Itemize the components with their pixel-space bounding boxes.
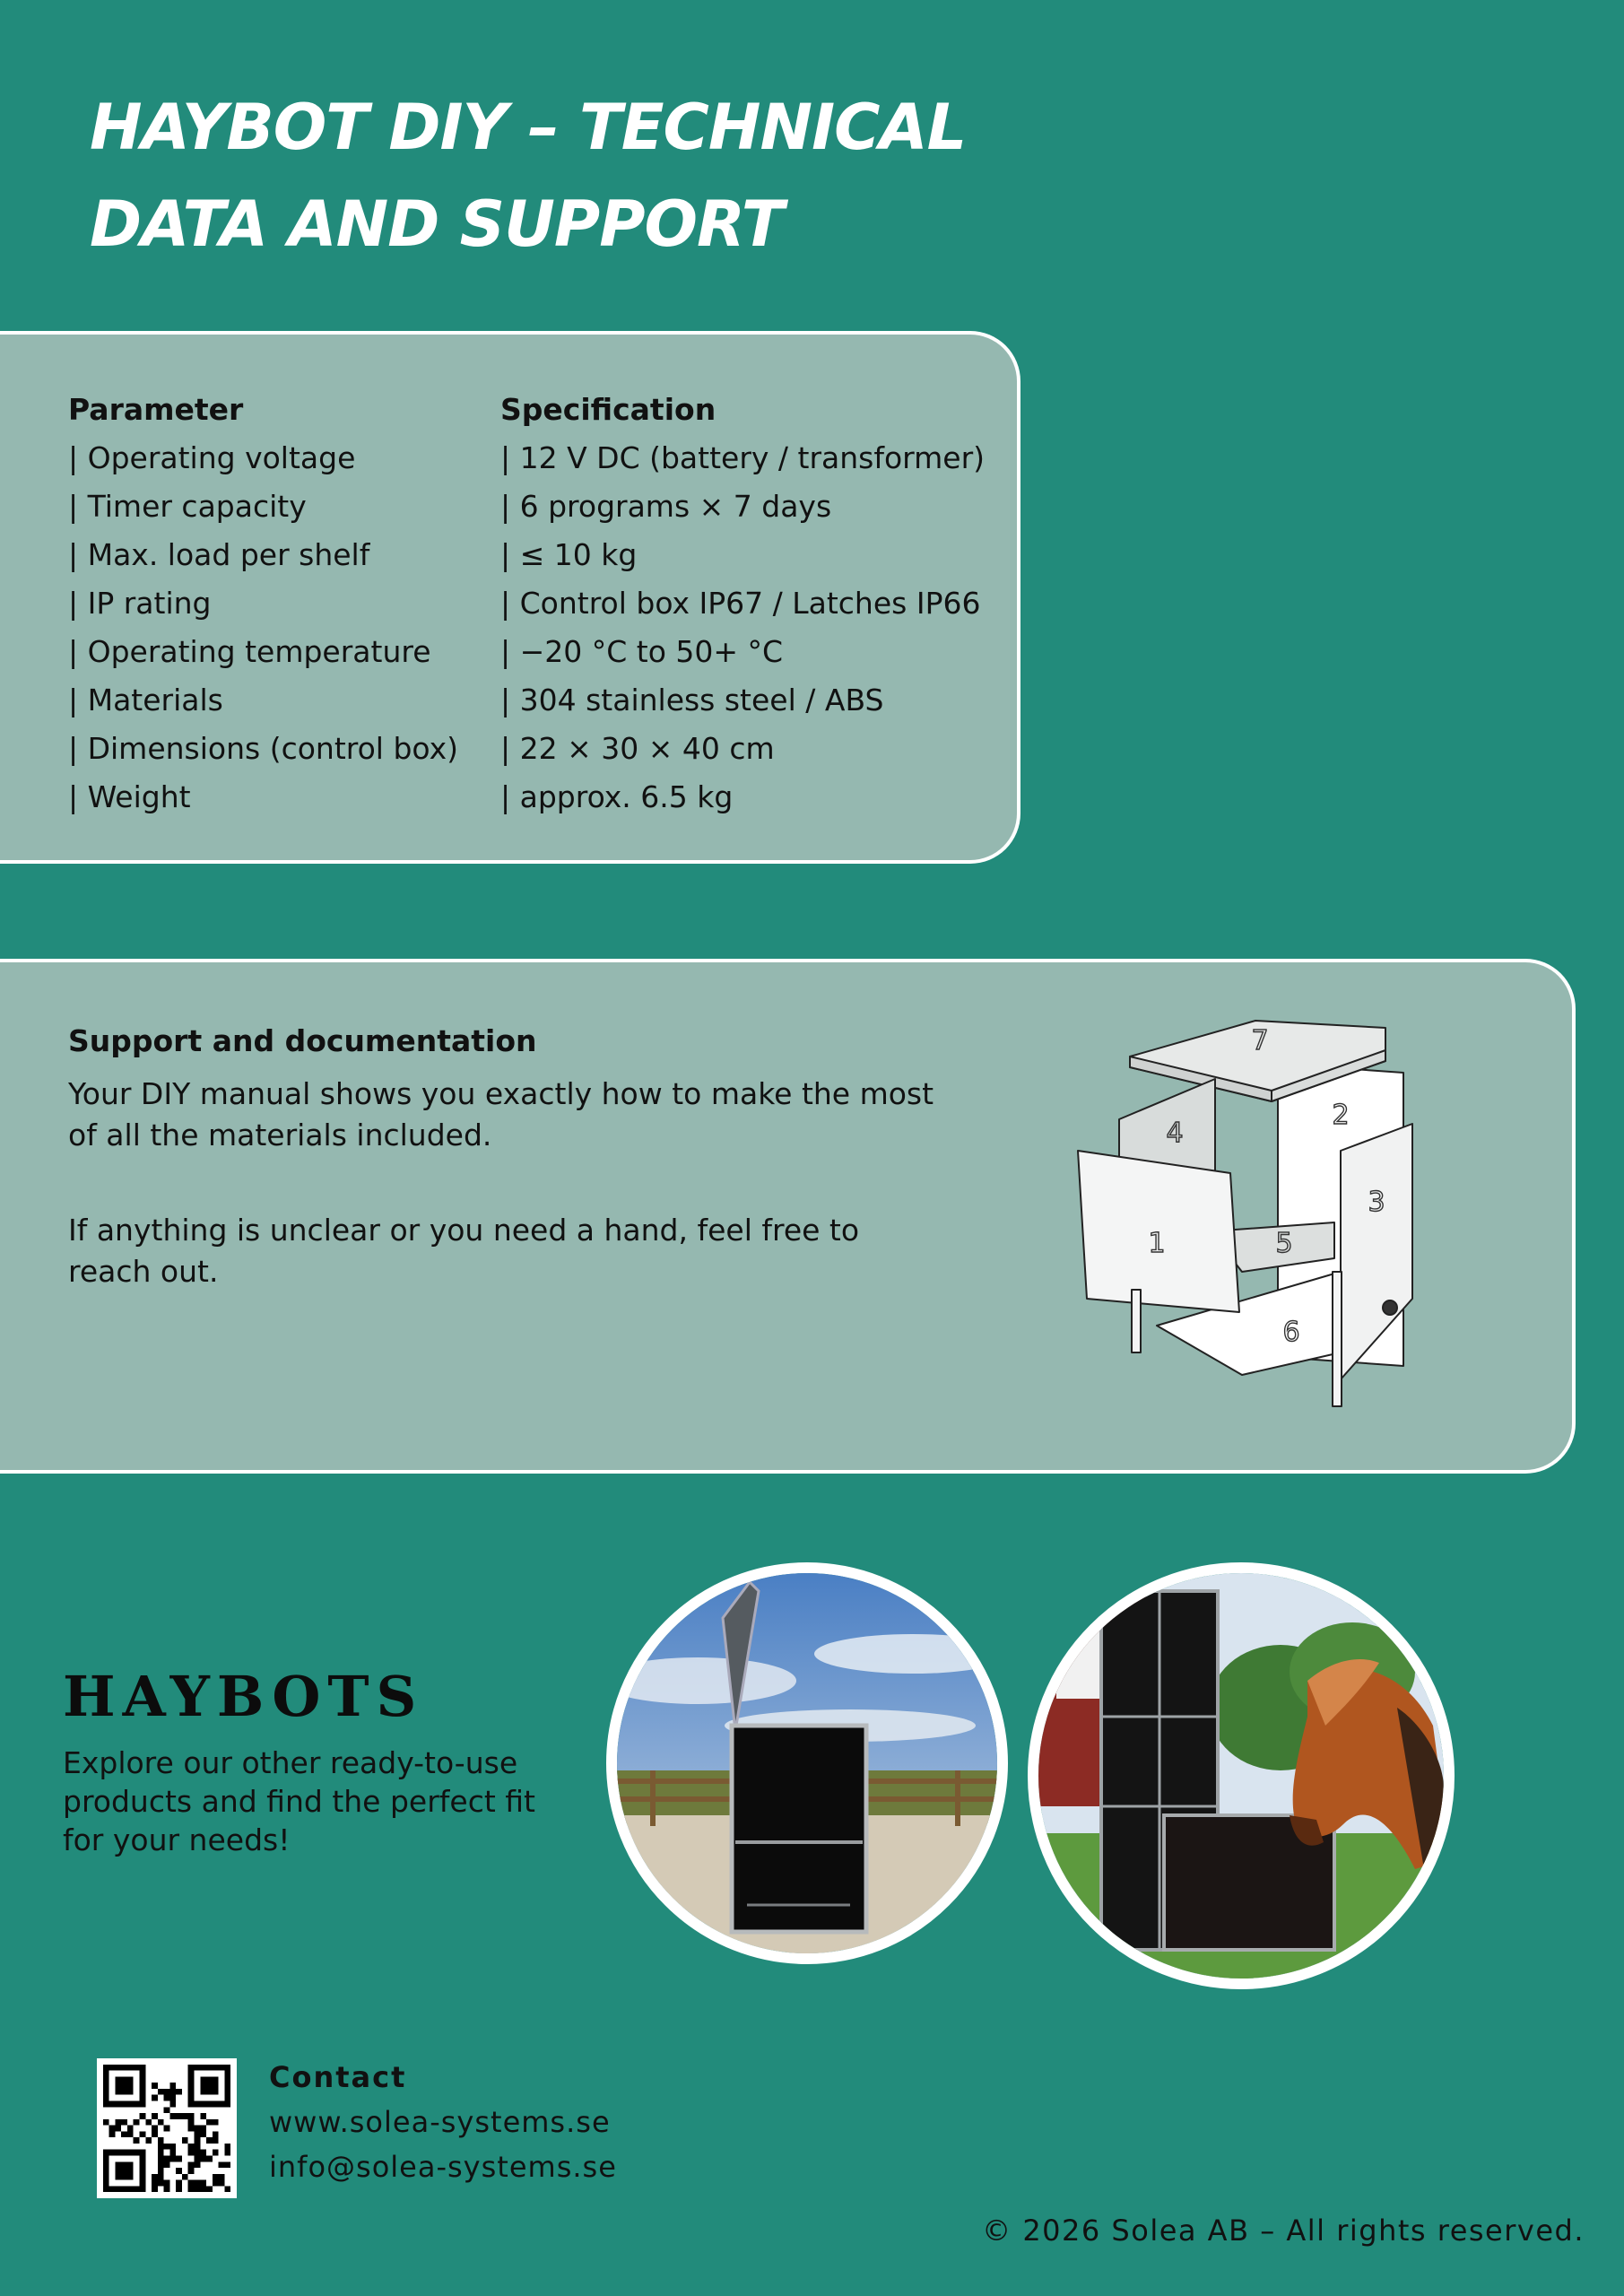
table-row [68, 627, 985, 675]
column-header-specification: Specification [500, 391, 716, 427]
value-cell: | 304 stainless steel / ABS [500, 682, 884, 718]
spec-panel [0, 331, 1020, 864]
diagram-label: 1 [1148, 1228, 1166, 1259]
table-row [68, 675, 985, 724]
value-cell: | −20 °C to 50+ °C [500, 633, 784, 669]
param-cell: | IP rating [68, 585, 212, 621]
spec-table [68, 385, 985, 821]
support-text-manual: Your DIY manual shows you exactly how to make the most of all the materials included. [68, 1076, 934, 1152]
param-cell: | Materials [68, 682, 223, 718]
table-row [68, 724, 985, 772]
table-row [68, 578, 985, 627]
diagram-label: 3 [1368, 1187, 1385, 1218]
assembly-diagram [1067, 1003, 1444, 1424]
haybots-brand: HAYBOTS [63, 1664, 424, 1729]
support-panel [0, 959, 1576, 1474]
product-photo-horse [1028, 1562, 1455, 1989]
page-title-line-2: DATA AND SUPPORT [90, 187, 784, 261]
diagram-label: 4 [1166, 1118, 1184, 1149]
diagram-label: 2 [1332, 1100, 1350, 1131]
support-text-contact: If anything is unclear or you need a hand, feel free to reach out. [68, 1213, 860, 1289]
value-cell: | ≤ 10 kg [500, 536, 638, 572]
page-title-line-1: HAYBOT DIY – TECHNICAL [90, 91, 967, 164]
page-title [90, 79, 966, 273]
value-cell: | 22 × 30 × 40 cm [500, 730, 775, 766]
contact-email-link[interactable]: info@solea-systems.se [269, 2150, 617, 2184]
copyright-text: © 2026 Solea AB – All rights reserved. [982, 2213, 1585, 2248]
param-cell: | Weight [68, 778, 191, 814]
param-cell: | Operating voltage [68, 439, 356, 475]
contact-heading: Contact [269, 2060, 407, 2094]
param-cell: | Max. load per shelf [68, 536, 370, 572]
diagram-label: 5 [1275, 1228, 1293, 1259]
value-cell: | 12 V DC (battery / transformer) [500, 439, 986, 475]
qr-code[interactable] [97, 2058, 237, 2198]
param-cell: | Timer capacity [68, 488, 307, 524]
table-row [68, 482, 985, 530]
value-cell: | Control box IP67 / Latches IP66 [500, 585, 981, 621]
param-cell: | Operating temperature [68, 633, 431, 669]
support-heading: Support and documentation [68, 1023, 537, 1058]
table-row [68, 772, 985, 821]
table-row [68, 433, 985, 482]
spec-table-header [68, 385, 985, 433]
param-cell: | Dimensions (control box) [68, 730, 458, 766]
diagram-label: 6 [1282, 1317, 1300, 1348]
product-photo-feeder [606, 1562, 1008, 1964]
table-row [68, 530, 985, 578]
column-header-parameter: Parameter [68, 391, 244, 427]
contact-website-link[interactable]: www.solea-systems.se [269, 2105, 611, 2139]
products-text: Explore our other ready-to-use products and find the perfect fit for your needs! [63, 1745, 536, 1857]
value-cell: | approx. 6.5 kg [500, 778, 734, 814]
value-cell: | 6 programs × 7 days [500, 488, 832, 524]
diagram-label: 7 [1251, 1025, 1269, 1057]
